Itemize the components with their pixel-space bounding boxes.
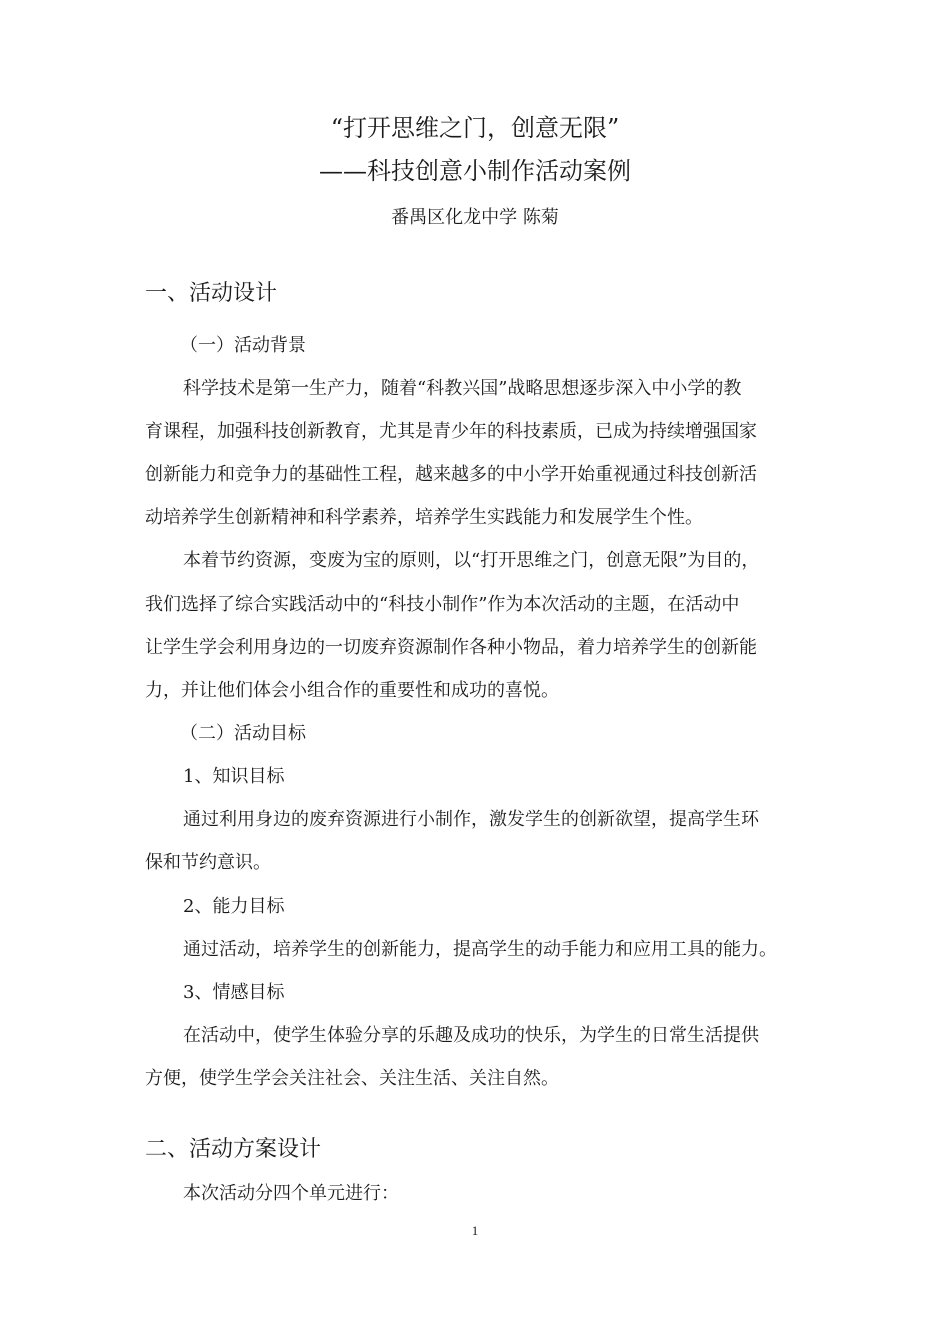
paragraph-line: 力，并让他们体会小组合作的重要性和成功的喜悦。 — [145, 680, 559, 701]
paragraph-line: 动培养学生创新精神和科学素养，培养学生实践能力和发展学生个性。 — [145, 507, 703, 528]
paragraph-line: 我们选择了综合实践活动中的“科技小制作”作为本次活动的主题，在活动中 — [145, 594, 740, 615]
section-heading: 二、活动方案设计 — [145, 1137, 322, 1162]
section-heading: 一、活动设计 — [145, 281, 278, 306]
document-title: “打开思维之门，创意无限” — [330, 114, 620, 142]
document-subtitle: ——科技创意小制作活动案例 — [319, 157, 631, 185]
subsection-heading: （二）活动目标 — [180, 723, 306, 744]
paragraph-line: 让学生学会利用身边的一切废弃资源制作各种小物品，着力培养学生的创新能 — [145, 637, 757, 658]
goal-heading: 1、知识目标 — [183, 766, 285, 787]
goal-heading: 3、情感目标 — [183, 982, 285, 1003]
paragraph-line: 保和节约意识。 — [145, 852, 271, 873]
paragraph-line: 方便，使学生学会关注社会、关注生活、关注自然。 — [145, 1068, 559, 1089]
subsection-heading: （一）活动背景 — [180, 335, 306, 356]
paragraph-line: 育课程，加强科技创新教育，尤其是青少年的科技素质，已成为持续增强国家 — [145, 421, 757, 442]
paragraph-line: 科学技术是第一生产力，随着“科教兴国”战略思想逐步深入中小学的教 — [183, 378, 742, 399]
document-author: 番禺区化龙中学 陈菊 — [391, 207, 559, 228]
paragraph-line: 通过活动，培养学生的创新能力，提高学生的动手能力和应用工具的能力。 — [183, 939, 777, 960]
page-number: 1 — [471, 1223, 479, 1238]
goal-heading: 2、能力目标 — [183, 896, 285, 917]
paragraph-line: 本着节约资源，变废为宝的原则，以“打开思维之门，创意无限”为目的， — [183, 550, 760, 571]
paragraph-line: 在活动中，使学生体验分享的乐趣及成功的快乐，为学生的日常生活提供 — [183, 1025, 759, 1046]
paragraph-line: 通过利用身边的废弃资源进行小制作，激发学生的创新欲望，提高学生环 — [183, 809, 759, 830]
paragraph-line: 本次活动分四个单元进行： — [183, 1183, 399, 1204]
paragraph-line: 创新能力和竞争力的基础性工程，越来越多的中小学开始重视通过科技创新活 — [145, 464, 757, 485]
